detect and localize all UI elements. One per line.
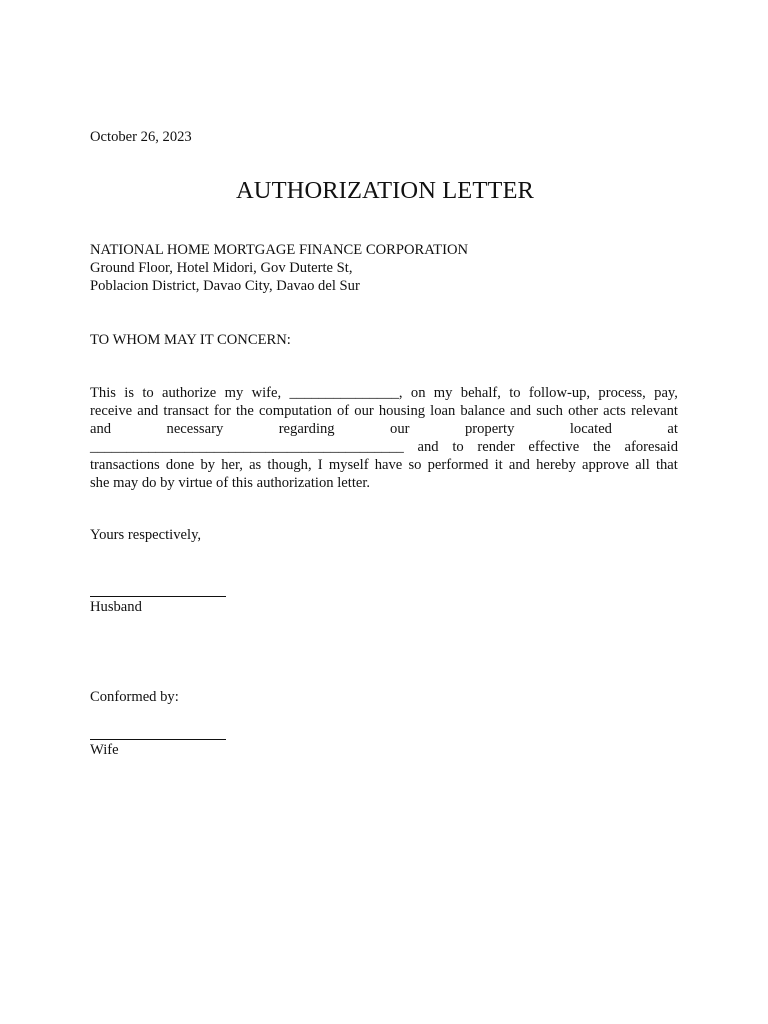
body-line-2-word: and (510, 403, 532, 419)
body-line-3-word: and (90, 421, 112, 437)
body-line-5-word: and (508, 457, 530, 473)
body-line-5-word: I (317, 457, 323, 473)
addressee-name: NATIONAL HOME MORTGAGE FINANCE CORPORATION (90, 242, 469, 258)
body-line-2-word: such (536, 403, 563, 419)
body-line-3 (90, 420, 678, 438)
body-line-1-word: process, (598, 385, 646, 401)
body-line-2-word: transact (163, 403, 209, 419)
body-line-5-word: hereby (536, 457, 576, 473)
body-line-4 (90, 438, 678, 456)
body-line-4-word: the (592, 439, 611, 455)
husband-label: Husband (90, 599, 142, 615)
body-line-4-word: ___________________________________________ (90, 439, 404, 455)
body-line-4-word: and (417, 439, 439, 455)
body-line-1-word: my (433, 385, 453, 401)
letter-title: AUTHORIZATION LETTER (236, 177, 534, 204)
closing: Yours respectively, (90, 527, 202, 543)
body-line-5-word: though, (267, 457, 312, 473)
body-line-2-word: our (354, 403, 374, 419)
body-line-1-word: authorize (161, 385, 217, 401)
body-line-3-word: property (464, 421, 515, 437)
body-line-1-word: This (90, 385, 116, 401)
body-line-1-word: follow-up, (528, 385, 591, 401)
body-line-5-word: that (655, 457, 678, 473)
body-line-1-word: to (142, 385, 154, 401)
wife-signature-line (90, 739, 226, 740)
body-line-4-word: effective (528, 439, 580, 455)
body-line-2-word: for (213, 403, 231, 419)
body-line-1-word: is (124, 385, 134, 401)
body-line-5 (90, 456, 678, 474)
body-line-5-word: by (200, 457, 216, 473)
body-line-2-word: acts (603, 403, 626, 419)
body-line-5-word: approve (582, 457, 630, 473)
body-line-1 (90, 384, 678, 402)
body-line-5-word: it (494, 457, 503, 473)
body-line-6: she may do by virtue of this authorization letter. (90, 475, 371, 491)
body-line-3-word: necessary (166, 421, 224, 437)
body-line-1-word: my (224, 385, 244, 401)
body-line-2-word: receive (90, 403, 133, 419)
body-line-5-word: as (249, 457, 262, 473)
body-line-2 (90, 402, 678, 420)
body-line-5-word: transactions (90, 457, 160, 473)
body-line-2-word: computation (258, 403, 332, 419)
body-line-2-word: other (568, 403, 599, 419)
body-line-2-word: of (337, 403, 350, 419)
body-line-5-word: her, (221, 457, 243, 473)
body-line-5-word: done (165, 457, 195, 473)
body-line-3-word: at (667, 421, 678, 437)
body-line-5-word: have (374, 457, 403, 473)
body-line-5-word: so (408, 457, 422, 473)
body-line-5-word: all (635, 457, 650, 473)
body-line-5-word: performed (427, 457, 489, 473)
body-line-1-word: on (410, 385, 426, 401)
body-line-2-word: the (236, 403, 254, 419)
body-line-2-word: relevant (630, 403, 678, 419)
body-line-2-word: loan (430, 403, 456, 419)
body-line-3-word: our (390, 421, 410, 437)
body-line-5-word: myself (328, 457, 369, 473)
body-line-1-word: behalf, (460, 385, 501, 401)
body-line-4-word: render (477, 439, 515, 455)
body-line-1-word: to (509, 385, 521, 401)
body-line-1-word: pay, (654, 385, 678, 401)
body-line-4-word: to (452, 439, 464, 455)
conformed-by-label: Conformed by: (90, 689, 179, 705)
salutation: TO WHOM MAY IT CONCERN: (90, 332, 291, 348)
body-line-2-word: housing (378, 403, 426, 419)
body-line-3-word: regarding (278, 421, 335, 437)
body-line-3-word: located (569, 421, 612, 437)
letter-body (90, 384, 678, 492)
wife-label: Wife (90, 742, 119, 758)
letter-date: October 26, 2023 (90, 129, 192, 145)
body-line-1-word: wife, (251, 385, 282, 401)
addressee-address-line2: Poblacion District, Davao City, Davao del Sur (90, 278, 360, 294)
addressee-block (90, 241, 468, 295)
addressee-address-line1: Ground Floor, Hotel Midori, Gov Duterte St, (90, 260, 353, 276)
body-line-2-word: and (137, 403, 159, 419)
husband-signature-line (90, 596, 226, 597)
body-line-2-word: balance (460, 403, 505, 419)
body-line-4-word: aforesaid (624, 439, 678, 455)
body-line-1-word: _______________, (289, 385, 403, 401)
